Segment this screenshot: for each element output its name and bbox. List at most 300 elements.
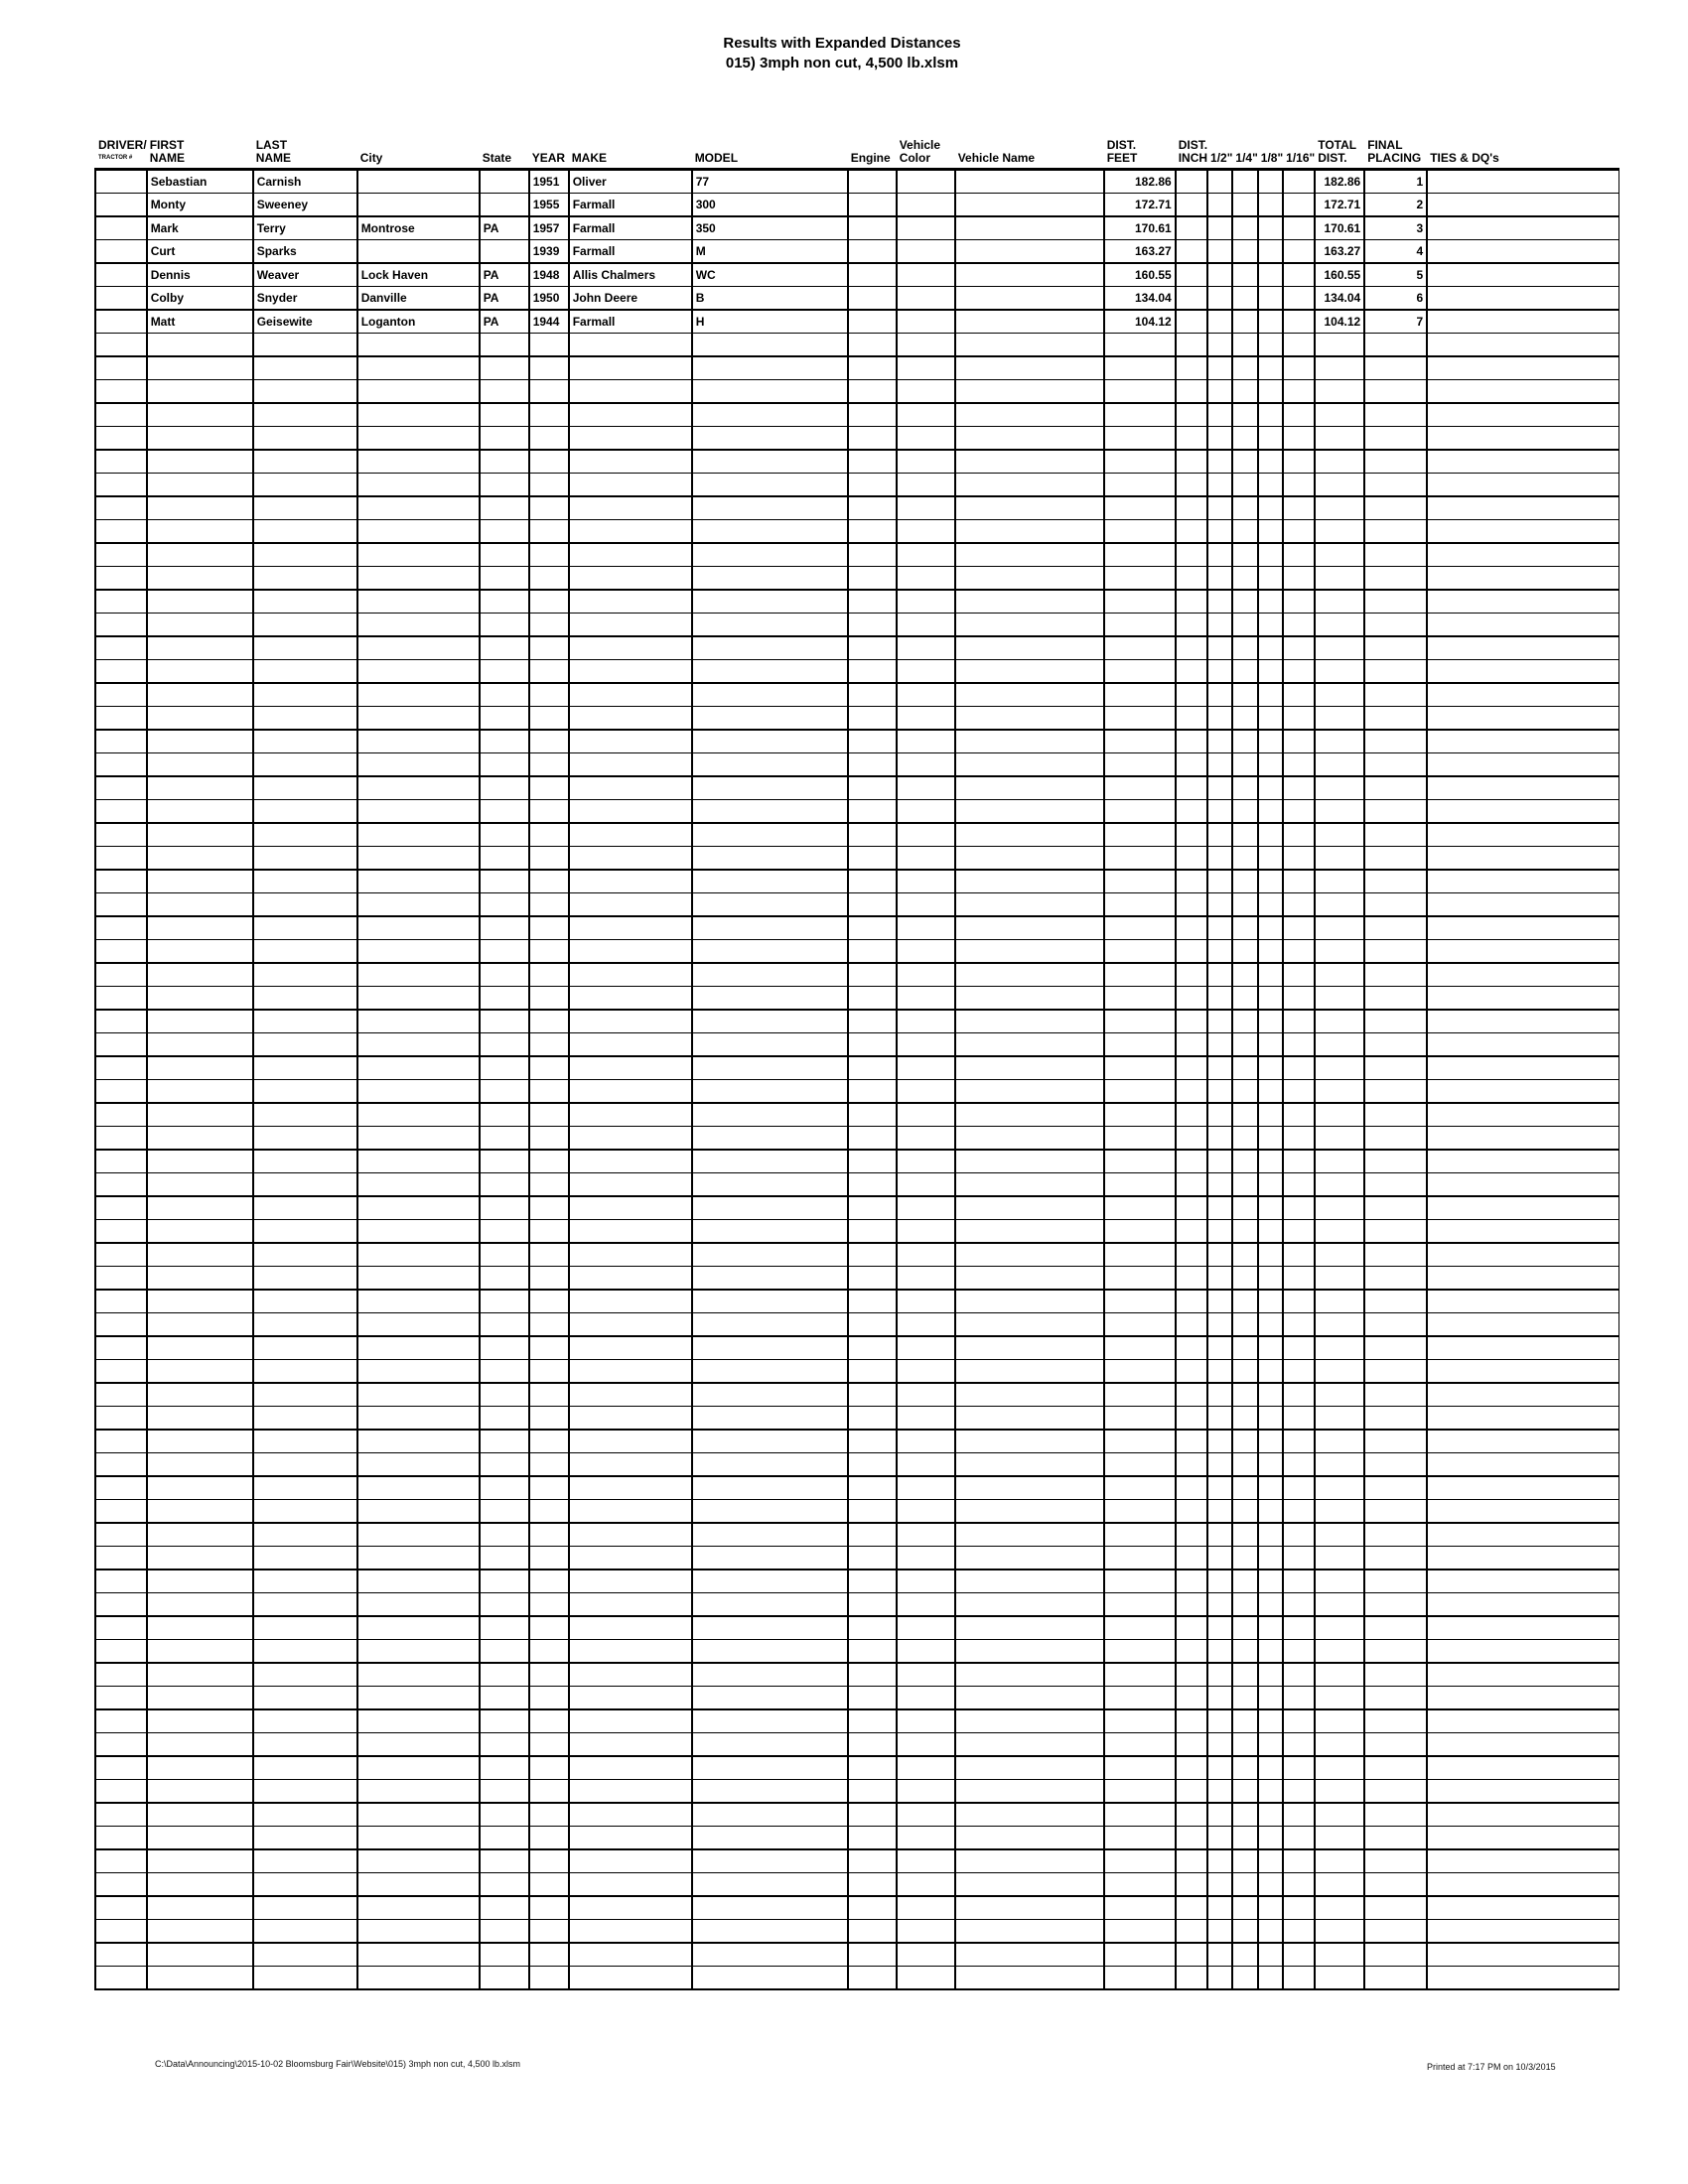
cell-half: [1207, 1547, 1232, 1570]
cell-sixteenth: [1283, 1453, 1315, 1477]
cell-tractor: [95, 1453, 147, 1477]
cell-half: [1207, 614, 1232, 637]
cell-ties_dqs: [1427, 1430, 1618, 1453]
cell-quarter: [1232, 1430, 1257, 1453]
cell-dist_inch: [1176, 940, 1207, 964]
cell-last_name: [253, 427, 357, 451]
empty-table-row: [95, 1360, 1618, 1384]
cell-tractor: [95, 1616, 147, 1640]
cell-engine: [848, 240, 897, 264]
cell-last_name: [253, 1896, 357, 1920]
empty-table-row: [95, 427, 1618, 451]
cell-engine: [848, 1849, 897, 1873]
cell-eighth: [1258, 403, 1283, 427]
cell-dist_inch: [1176, 1313, 1207, 1337]
cell-quarter: [1232, 450, 1257, 474]
cell-sixteenth: [1283, 1547, 1315, 1570]
cell-model: [692, 543, 848, 567]
cell-vehicle_name: [955, 1640, 1104, 1664]
cell-eighth: [1258, 1173, 1283, 1197]
cell-dist_feet: [1104, 1547, 1176, 1570]
cell-first_name: [147, 474, 253, 497]
cell-year: [529, 1920, 569, 1944]
cell-half: [1207, 403, 1232, 427]
cell-model: [692, 800, 848, 824]
cell-state: [480, 1360, 529, 1384]
cell-half: [1207, 707, 1232, 731]
cell-tractor: [95, 520, 147, 544]
cell-eighth: [1258, 1476, 1283, 1500]
cell-make: [569, 403, 692, 427]
cell-quarter: [1232, 1523, 1257, 1547]
cell-quarter: [1232, 474, 1257, 497]
cell-quarter: [1232, 543, 1257, 567]
cell-eighth: [1258, 170, 1283, 194]
cell-first_name: [147, 1430, 253, 1453]
cell-quarter: [1232, 707, 1257, 731]
cell-make: [569, 1056, 692, 1080]
cell-dist_inch: [1176, 380, 1207, 404]
cell-make: [569, 1336, 692, 1360]
cell-dist_feet: [1104, 1756, 1176, 1780]
cell-total_dist: [1315, 1360, 1364, 1384]
cell-vehicle_color: [897, 450, 955, 474]
cell-ties_dqs: [1427, 1196, 1618, 1220]
cell-sixteenth: [1283, 614, 1315, 637]
cell-ties_dqs: [1427, 1593, 1618, 1617]
cell-ties_dqs: [1427, 1687, 1618, 1710]
cell-first_name: [147, 1313, 253, 1337]
cell-dist_feet: [1104, 1243, 1176, 1267]
empty-table-row: [95, 823, 1618, 847]
cell-vehicle_color: [897, 590, 955, 614]
cell-model: [692, 636, 848, 660]
cell-dist_feet: [1104, 1220, 1176, 1244]
cell-dist_inch: [1176, 1500, 1207, 1524]
cell-eighth: [1258, 1523, 1283, 1547]
cell-quarter: [1232, 916, 1257, 940]
cell-engine: [848, 1709, 897, 1733]
cell-total_dist: 163.27: [1315, 240, 1364, 264]
cell-first_name: [147, 940, 253, 964]
cell-tractor: [95, 847, 147, 871]
cell-state: [480, 520, 529, 544]
empty-table-row: [95, 1243, 1618, 1267]
cell-vehicle_name: [955, 636, 1104, 660]
cell-sixteenth: [1283, 1570, 1315, 1593]
cell-vehicle_name: [955, 1873, 1104, 1897]
cell-dist_inch: [1176, 1733, 1207, 1757]
cell-city: [357, 427, 480, 451]
cell-model: [692, 474, 848, 497]
cell-last_name: [253, 1663, 357, 1687]
cell-last_name: [253, 1709, 357, 1733]
cell-final_placing: [1364, 380, 1427, 404]
cell-ties_dqs: [1427, 963, 1618, 987]
cell-state: [480, 847, 529, 871]
cell-eighth: [1258, 1243, 1283, 1267]
cell-dist_feet: [1104, 893, 1176, 917]
cell-final_placing: [1364, 1523, 1427, 1547]
cell-year: 1951: [529, 170, 569, 194]
cell-city: [357, 450, 480, 474]
cell-last_name: [253, 1616, 357, 1640]
cell-total_dist: [1315, 1453, 1364, 1477]
empty-table-row: [95, 1709, 1618, 1733]
cell-eighth: [1258, 1103, 1283, 1127]
cell-vehicle_name: [955, 1383, 1104, 1407]
cell-half: [1207, 1756, 1232, 1780]
cell-half: [1207, 567, 1232, 591]
cell-first_name: Mark: [147, 216, 253, 240]
cell-dist_feet: [1104, 683, 1176, 707]
cell-sixteenth: [1283, 543, 1315, 567]
cell-vehicle_color: [897, 1127, 955, 1151]
cell-first_name: [147, 1173, 253, 1197]
cell-vehicle_name: [955, 520, 1104, 544]
column-header-model: MODEL: [694, 151, 739, 165]
cell-state: [480, 1967, 529, 1990]
cell-ties_dqs: [1427, 660, 1618, 684]
cell-quarter: [1232, 1873, 1257, 1897]
cell-sixteenth: [1283, 427, 1315, 451]
cell-vehicle_name: [955, 1360, 1104, 1384]
cell-year: [529, 1033, 569, 1057]
cell-total_dist: [1315, 916, 1364, 940]
cell-state: [480, 800, 529, 824]
cell-eighth: [1258, 1687, 1283, 1710]
cell-state: PA: [480, 216, 529, 240]
cell-make: [569, 1290, 692, 1313]
cell-vehicle_name: [955, 496, 1104, 520]
cell-final_placing: [1364, 1033, 1427, 1057]
empty-table-row: [95, 1943, 1618, 1967]
cell-sixteenth: [1283, 496, 1315, 520]
cell-first_name: [147, 730, 253, 753]
cell-ties_dqs: [1427, 1500, 1618, 1524]
cell-dist_inch: [1176, 1943, 1207, 1967]
empty-table-row: [95, 590, 1618, 614]
empty-table-row: [95, 1570, 1618, 1593]
cell-total_dist: [1315, 1407, 1364, 1431]
cell-sixteenth: [1283, 1033, 1315, 1057]
cell-first_name: [147, 1523, 253, 1547]
cell-final_placing: [1364, 1056, 1427, 1080]
cell-sixteenth: [1283, 1733, 1315, 1757]
cell-sixteenth: [1283, 450, 1315, 474]
cell-first_name: [147, 450, 253, 474]
cell-final_placing: [1364, 1103, 1427, 1127]
cell-vehicle_color: [897, 170, 955, 194]
cell-model: [692, 496, 848, 520]
cell-quarter: [1232, 1243, 1257, 1267]
cell-year: [529, 590, 569, 614]
cell-dist_feet: [1104, 380, 1176, 404]
cell-model: [692, 1523, 848, 1547]
empty-table-row: [95, 1150, 1618, 1173]
cell-state: PA: [480, 263, 529, 287]
cell-quarter: [1232, 1827, 1257, 1850]
cell-make: [569, 870, 692, 893]
cell-engine: [848, 730, 897, 753]
cell-half: [1207, 963, 1232, 987]
cell-state: [480, 1127, 529, 1151]
cell-year: [529, 800, 569, 824]
cell-half: [1207, 1360, 1232, 1384]
cell-vehicle_name: [955, 543, 1104, 567]
cell-vehicle_name: [955, 474, 1104, 497]
cell-half: [1207, 1127, 1232, 1151]
cell-year: [529, 1570, 569, 1593]
cell-make: [569, 427, 692, 451]
cell-tractor: [95, 1803, 147, 1827]
cell-final_placing: [1364, 1290, 1427, 1313]
cell-model: [692, 1663, 848, 1687]
cell-vehicle_name: [955, 614, 1104, 637]
cell-dist_inch: [1176, 1827, 1207, 1850]
empty-table-row: [95, 1827, 1618, 1850]
cell-state: [480, 380, 529, 404]
cell-make: [569, 1547, 692, 1570]
cell-eighth: [1258, 1290, 1283, 1313]
cell-vehicle_color: [897, 1383, 955, 1407]
cell-eighth: [1258, 870, 1283, 893]
cell-vehicle_name: [955, 870, 1104, 893]
cell-total_dist: 104.12: [1315, 310, 1364, 334]
cell-vehicle_color: [897, 1430, 955, 1453]
cell-city: [357, 870, 480, 893]
cell-total_dist: 182.86: [1315, 170, 1364, 194]
cell-state: [480, 683, 529, 707]
cell-last_name: [253, 707, 357, 731]
cell-dist_inch: [1176, 1033, 1207, 1057]
cell-make: [569, 543, 692, 567]
cell-tractor: [95, 893, 147, 917]
cell-dist_inch: [1176, 590, 1207, 614]
cell-year: [529, 1267, 569, 1291]
cell-ties_dqs: [1427, 1453, 1618, 1477]
cell-dist_feet: [1104, 356, 1176, 380]
cell-vehicle_name: [955, 334, 1104, 357]
cell-first_name: [147, 1010, 253, 1033]
cell-eighth: [1258, 800, 1283, 824]
cell-first_name: [147, 707, 253, 731]
cell-ties_dqs: [1427, 1873, 1618, 1897]
cell-eighth: [1258, 450, 1283, 474]
title-block: [723, 34, 960, 73]
cell-city: [357, 963, 480, 987]
cell-model: 350: [692, 216, 848, 240]
cell-year: [529, 1243, 569, 1267]
cell-dist_feet: [1104, 1827, 1176, 1850]
cell-state: [480, 1687, 529, 1710]
cell-dist_inch: [1176, 170, 1207, 194]
cell-model: [692, 403, 848, 427]
cell-state: [480, 1500, 529, 1524]
cell-model: [692, 1383, 848, 1407]
cell-year: [529, 1733, 569, 1757]
cell-make: [569, 496, 692, 520]
cell-dist_feet: 160.55: [1104, 263, 1176, 287]
cell-city: [357, 1827, 480, 1850]
cell-sixteenth: [1283, 216, 1315, 240]
cell-dist_feet: [1104, 1500, 1176, 1524]
cell-year: [529, 636, 569, 660]
cell-last_name: [253, 963, 357, 987]
cell-ties_dqs: [1427, 614, 1618, 637]
cell-half: [1207, 1220, 1232, 1244]
cell-total_dist: [1315, 1663, 1364, 1687]
cell-model: [692, 1407, 848, 1431]
empty-table-row: [95, 1220, 1618, 1244]
cell-tractor: [95, 753, 147, 777]
cell-eighth: [1258, 590, 1283, 614]
cell-dist_inch: [1176, 1127, 1207, 1151]
cell-final_placing: [1364, 427, 1427, 451]
cell-make: [569, 916, 692, 940]
cell-city: [357, 1709, 480, 1733]
cell-dist_inch: [1176, 683, 1207, 707]
cell-dist_feet: [1104, 1080, 1176, 1104]
cell-ties_dqs: [1427, 1033, 1618, 1057]
cell-vehicle_color: [897, 1733, 955, 1757]
cell-year: [529, 380, 569, 404]
cell-quarter: [1232, 1453, 1257, 1477]
empty-table-row: [95, 474, 1618, 497]
cell-tractor: [95, 614, 147, 637]
cell-dist_feet: [1104, 636, 1176, 660]
cell-year: [529, 1827, 569, 1850]
cell-quarter: [1232, 1476, 1257, 1500]
cell-sixteenth: [1283, 636, 1315, 660]
cell-engine: [848, 1500, 897, 1524]
empty-table-row: [95, 730, 1618, 753]
cell-vehicle_name: [955, 1196, 1104, 1220]
report-subtitle: 015) 3mph non cut, 4,500 lb.xlsm: [725, 55, 959, 71]
cell-half: [1207, 1849, 1232, 1873]
cell-final_placing: [1364, 753, 1427, 777]
cell-ties_dqs: [1427, 403, 1618, 427]
cell-final_placing: 1: [1364, 170, 1427, 194]
cell-sixteenth: [1283, 1709, 1315, 1733]
cell-dist_feet: [1104, 496, 1176, 520]
cell-city: [357, 1500, 480, 1524]
cell-make: [569, 1593, 692, 1617]
cell-engine: [848, 1593, 897, 1617]
empty-table-row: [95, 916, 1618, 940]
table-row: [95, 287, 1618, 311]
cell-city: [357, 730, 480, 753]
cell-quarter: [1232, 753, 1257, 777]
cell-total_dist: [1315, 1313, 1364, 1337]
cell-first_name: [147, 1290, 253, 1313]
cell-model: [692, 1803, 848, 1827]
cell-model: [692, 1430, 848, 1453]
empty-table-row: [95, 1873, 1618, 1897]
cell-ties_dqs: [1427, 427, 1618, 451]
cell-dist_inch: [1176, 1873, 1207, 1897]
cell-half: [1207, 1967, 1232, 1990]
cell-quarter: [1232, 240, 1257, 264]
cell-engine: [848, 590, 897, 614]
cell-city: [357, 1127, 480, 1151]
cell-sixteenth: [1283, 683, 1315, 707]
cell-ties_dqs: [1427, 683, 1618, 707]
cell-total_dist: [1315, 776, 1364, 800]
empty-table-row: [95, 1033, 1618, 1057]
cell-last_name: [253, 567, 357, 591]
cell-dist_feet: [1104, 427, 1176, 451]
cell-make: [569, 1033, 692, 1057]
cell-vehicle_color: [897, 1103, 955, 1127]
cell-ties_dqs: [1427, 1407, 1618, 1431]
cell-vehicle_color: [897, 567, 955, 591]
cell-dist_feet: [1104, 1336, 1176, 1360]
cell-vehicle_color: [897, 1967, 955, 1990]
column-header-half: 1/2": [1210, 151, 1233, 165]
cell-city: [357, 590, 480, 614]
cell-total_dist: [1315, 1383, 1364, 1407]
cell-sixteenth: [1283, 1687, 1315, 1710]
empty-table-row: [95, 800, 1618, 824]
cell-half: [1207, 1056, 1232, 1080]
cell-sixteenth: [1283, 310, 1315, 334]
cell-year: [529, 1967, 569, 1990]
cell-city: [357, 1803, 480, 1827]
cell-half: [1207, 240, 1232, 264]
cell-dist_inch: [1176, 543, 1207, 567]
cell-engine: [848, 987, 897, 1011]
cell-half: [1207, 1687, 1232, 1710]
empty-table-row: [95, 1920, 1618, 1944]
cell-dist_inch: [1176, 1173, 1207, 1197]
cell-first_name: [147, 1080, 253, 1104]
cell-last_name: [253, 1873, 357, 1897]
cell-tractor: [95, 963, 147, 987]
cell-dist_feet: [1104, 940, 1176, 964]
cell-vehicle_name: [955, 1407, 1104, 1431]
cell-first_name: Monty: [147, 194, 253, 217]
cell-vehicle_name: [955, 194, 1104, 217]
empty-table-row: [95, 450, 1618, 474]
cell-engine: [848, 194, 897, 217]
cell-engine: [848, 636, 897, 660]
empty-table-row: [95, 1593, 1618, 1617]
cell-half: [1207, 1173, 1232, 1197]
cell-vehicle_color: [897, 1873, 955, 1897]
cell-eighth: [1258, 1593, 1283, 1617]
empty-table-row: [95, 1849, 1618, 1873]
cell-half: [1207, 427, 1232, 451]
cell-first_name: [147, 1383, 253, 1407]
cell-model: [692, 1733, 848, 1757]
cell-model: [692, 963, 848, 987]
cell-ties_dqs: [1427, 543, 1618, 567]
empty-table-row: [95, 1267, 1618, 1291]
cell-year: [529, 1640, 569, 1664]
cell-dist_inch: [1176, 1967, 1207, 1990]
cell-make: [569, 1453, 692, 1477]
cell-year: [529, 707, 569, 731]
empty-table-row: [95, 567, 1618, 591]
cell-year: [529, 823, 569, 847]
cell-eighth: [1258, 1967, 1283, 1990]
cell-final_placing: [1364, 1967, 1427, 1990]
cell-vehicle_color: [897, 1407, 955, 1431]
cell-dist_inch: [1176, 567, 1207, 591]
empty-table-row: [95, 1453, 1618, 1477]
cell-tractor: [95, 496, 147, 520]
